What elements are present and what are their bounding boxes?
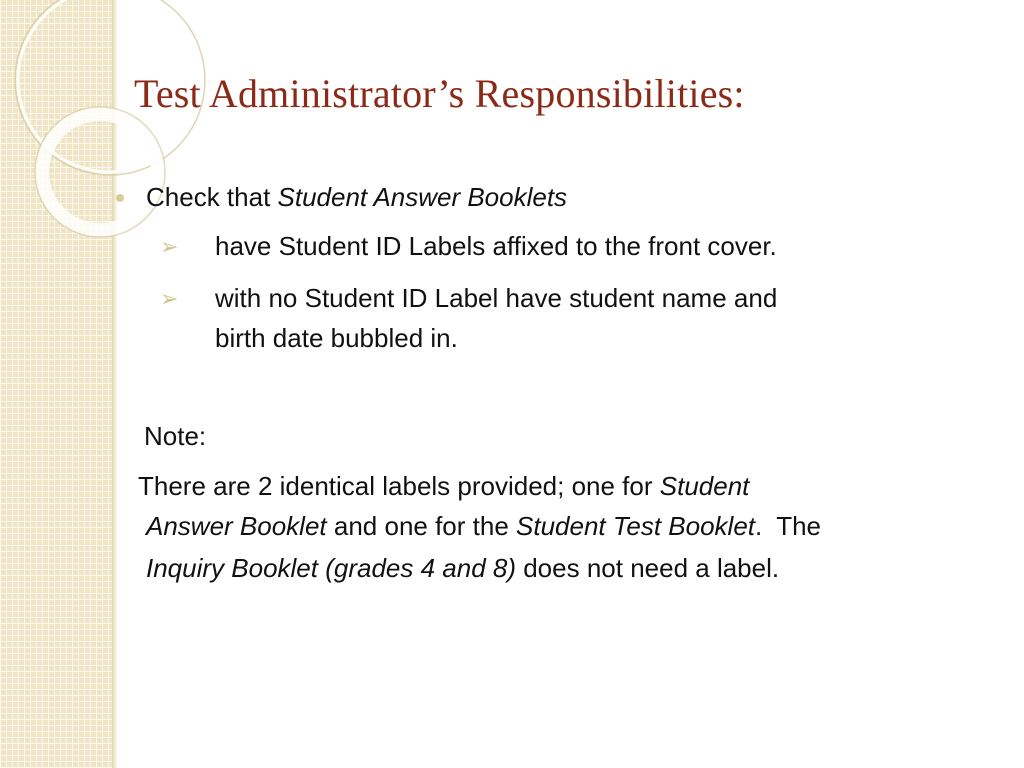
note-line-2 (146, 511, 821, 542)
main-bullet-italic: Student Answer Booklets (277, 182, 568, 212)
note-line-2-italic-b: Student Test Booklet (516, 511, 756, 541)
main-bullet (146, 182, 567, 213)
note-line-1-text: There are 2 identical labels provided; one for (138, 471, 660, 501)
note-line-2-italic-a: Answer Booklet (146, 511, 327, 541)
sub-bullet-2: with no Student ID Label have student name and (215, 283, 778, 313)
note-heading: Note: (144, 421, 207, 451)
note-line-2-mid: and one for the (326, 511, 517, 541)
arrow-bullet-icon: ➢ (160, 234, 179, 259)
sub-bullet-2-cont: birth date bubbled in. (215, 323, 458, 353)
note-line-2-suffix: . The (755, 511, 822, 541)
page-title: Test Administrator’s Responsibilities: (134, 71, 745, 116)
note-line-3-italic: Inquiry Booklet (grades 4 and 8) (146, 553, 516, 583)
note-line-3-suffix: does not need a label. (516, 553, 780, 583)
arrow-bullet-icon: ➢ (160, 286, 179, 311)
note-line-3 (146, 553, 779, 584)
main-bullet-text: Check that (146, 182, 278, 212)
sub-bullet-1: have Student ID Labels affixed to the front cover. (215, 231, 777, 261)
note-line-1-italic: Student (659, 471, 750, 501)
note-line-1 (138, 471, 749, 502)
bullet-dot-icon (116, 194, 124, 202)
